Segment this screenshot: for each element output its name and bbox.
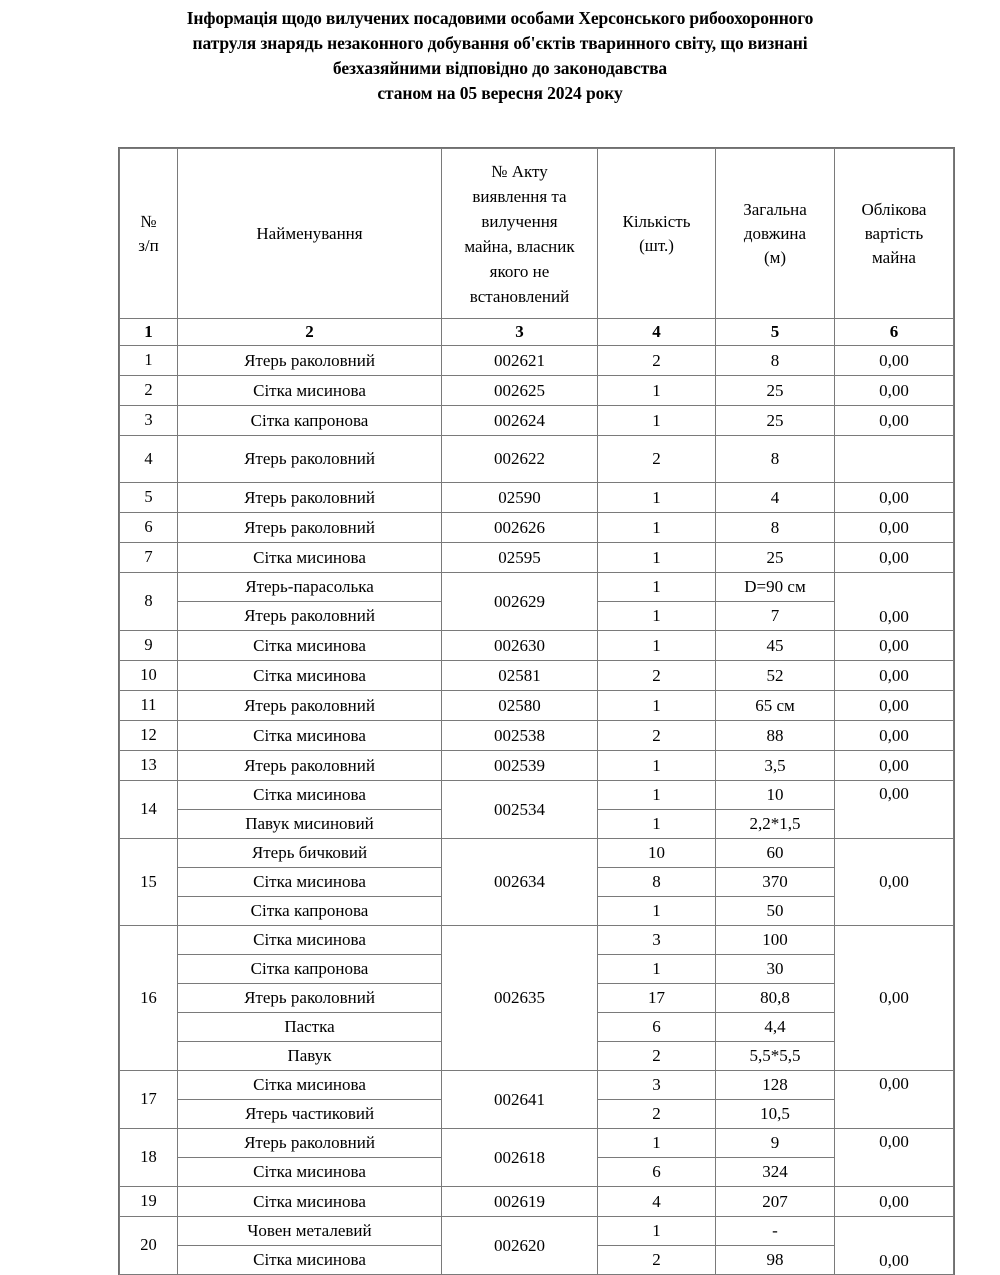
header-index-line1: № (140, 211, 157, 231)
item-length: 30 (716, 955, 835, 984)
item-book-value: 0,00 (835, 721, 954, 751)
item-book-value: 0,00 (835, 751, 954, 781)
row-index: 8 (120, 573, 178, 631)
item-name: Ятерь раколовний (178, 691, 442, 721)
item-name: Сітка мисинова (178, 1246, 442, 1275)
item-length: 324 (716, 1158, 835, 1187)
table-row (120, 543, 954, 573)
table-row (120, 1071, 954, 1100)
item-book-value: 0,00 (835, 406, 954, 436)
item-name: Ятерь-парасолька (178, 573, 442, 602)
item-name: Павук (178, 1042, 442, 1071)
header-value-line3: майна (872, 247, 916, 267)
item-length: 10 (716, 781, 835, 810)
item-length: - (716, 1217, 835, 1246)
item-length: 100 (716, 926, 835, 955)
item-length: 8 (716, 513, 835, 543)
item-name: Павук мисиновий (178, 810, 442, 839)
item-name: Ятерь раколовний (178, 1129, 442, 1158)
act-number: 002622 (442, 436, 598, 483)
table-row (120, 513, 954, 543)
item-book-value: 0,00 (835, 543, 954, 573)
act-number: 002621 (442, 346, 598, 376)
item-name: Сітка капронова (178, 955, 442, 984)
item-quantity: 6 (598, 1158, 716, 1187)
item-quantity: 1 (598, 406, 716, 436)
item-book-value: 0,00 (835, 781, 954, 839)
row-index: 2 (120, 376, 178, 406)
header-len-line2: довжина (743, 223, 807, 243)
item-quantity: 3 (598, 1071, 716, 1100)
item-book-value: 0,00 (835, 839, 954, 926)
item-name: Сітка мисинова (178, 781, 442, 810)
item-book-value: 0,00 (835, 1217, 954, 1275)
item-name: Ятерь частиковий (178, 1100, 442, 1129)
item-length: 65 см (716, 691, 835, 721)
item-length: 4,4 (716, 1013, 835, 1042)
item-book-value: 0,00 (835, 513, 954, 543)
title-line-3: безхазяйними відповідно до законодавства (332, 58, 668, 78)
act-number: 002538 (442, 721, 598, 751)
item-quantity: 1 (598, 376, 716, 406)
header-cell-quantity (598, 149, 716, 319)
seized-property-table (119, 148, 954, 1275)
item-length: 25 (716, 406, 835, 436)
table-row (120, 1187, 954, 1217)
act-number: 02595 (442, 543, 598, 573)
item-quantity: 1 (598, 751, 716, 781)
item-name: Сітка мисинова (178, 631, 442, 661)
table-row (120, 1129, 954, 1158)
act-number: 002618 (442, 1129, 598, 1187)
item-book-value: 0,00 (835, 573, 954, 631)
item-name: Сітка мисинова (178, 721, 442, 751)
title-line-1: Інформація щодо вилучених посадовими особами Херсонського рибоохоронного (186, 8, 814, 28)
item-quantity: 1 (598, 513, 716, 543)
table-row (120, 781, 954, 810)
colnum-6: 6 (835, 319, 954, 346)
table-body (120, 346, 954, 1275)
item-quantity: 1 (598, 781, 716, 810)
item-length: 370 (716, 868, 835, 897)
item-name: Ятерь раколовний (178, 513, 442, 543)
row-index: 1 (120, 346, 178, 376)
item-quantity: 4 (598, 1187, 716, 1217)
row-index: 6 (120, 513, 178, 543)
row-index: 9 (120, 631, 178, 661)
colnum-2: 2 (178, 319, 442, 346)
table-column-number-row (120, 319, 954, 346)
item-name: Ятерь раколовний (178, 346, 442, 376)
table-row (120, 721, 954, 751)
title-line-2: патруля знарядь незаконного добування об'єктів тваринного світу, що визнані (192, 33, 808, 53)
item-quantity: 1 (598, 602, 716, 631)
header-cell-total-length (716, 149, 835, 319)
header-index-line2: з/п (138, 235, 159, 255)
item-length: 7 (716, 602, 835, 631)
act-number: 002634 (442, 839, 598, 926)
row-index: 4 (120, 436, 178, 483)
header-cell-book-value (835, 149, 954, 319)
item-book-value: 0,00 (835, 661, 954, 691)
header-qty-line2: (шт.) (639, 235, 674, 255)
header-len-line1: Загальна (743, 199, 807, 219)
item-book-value: 0,00 (835, 1071, 954, 1129)
item-book-value: 0,00 (835, 1129, 954, 1187)
item-quantity: 2 (598, 1246, 716, 1275)
table-row (120, 436, 954, 483)
item-name: Сітка капронова (178, 897, 442, 926)
act-number: 002635 (442, 926, 598, 1071)
item-length: 50 (716, 897, 835, 926)
item-length: 45 (716, 631, 835, 661)
table-header (120, 149, 954, 346)
item-quantity: 1 (598, 897, 716, 926)
act-number: 002534 (442, 781, 598, 839)
row-index: 18 (120, 1129, 178, 1187)
item-length: 4 (716, 483, 835, 513)
item-name: Сітка мисинова (178, 543, 442, 573)
seized-property-table-wrapper (119, 148, 953, 1275)
act-number: 02580 (442, 691, 598, 721)
item-quantity: 1 (598, 810, 716, 839)
document-title (115, 0, 885, 106)
item-quantity: 2 (598, 721, 716, 751)
item-name: Сітка мисинова (178, 1187, 442, 1217)
act-number: 002625 (442, 376, 598, 406)
item-name: Ятерь раколовний (178, 751, 442, 781)
item-name: Сітка капронова (178, 406, 442, 436)
table-row (120, 483, 954, 513)
act-number: 002630 (442, 631, 598, 661)
item-length: 25 (716, 543, 835, 573)
item-quantity: 2 (598, 346, 716, 376)
header-act-line5: якого не (489, 261, 550, 281)
item-quantity: 1 (598, 1129, 716, 1158)
item-quantity: 2 (598, 661, 716, 691)
item-length: 10,5 (716, 1100, 835, 1129)
item-book-value: 0,00 (835, 1187, 954, 1217)
table-row (120, 751, 954, 781)
item-quantity: 10 (598, 839, 716, 868)
item-quantity: 3 (598, 926, 716, 955)
item-length: 3,5 (716, 751, 835, 781)
item-length: 80,8 (716, 984, 835, 1013)
row-index: 19 (120, 1187, 178, 1217)
table-header-row (120, 149, 954, 319)
item-book-value (835, 436, 954, 483)
table-row (120, 631, 954, 661)
item-book-value: 0,00 (835, 376, 954, 406)
act-number: 002539 (442, 751, 598, 781)
act-number: 002619 (442, 1187, 598, 1217)
row-index: 10 (120, 661, 178, 691)
item-length: 8 (716, 346, 835, 376)
item-book-value: 0,00 (835, 483, 954, 513)
item-quantity: 1 (598, 573, 716, 602)
item-length: 8 (716, 436, 835, 483)
item-book-value: 0,00 (835, 691, 954, 721)
item-length: D=90 см (716, 573, 835, 602)
header-act-line4: майна, власник (464, 236, 575, 256)
act-number: 02590 (442, 483, 598, 513)
item-length: 5,5*5,5 (716, 1042, 835, 1071)
item-quantity: 1 (598, 1217, 716, 1246)
item-quantity: 6 (598, 1013, 716, 1042)
table-row (120, 926, 954, 955)
item-name: Ятерь бичковий (178, 839, 442, 868)
item-length: 88 (716, 721, 835, 751)
header-cell-index (120, 149, 178, 319)
header-act-line6: встановлений (469, 286, 570, 306)
header-act-line2: виявлення та (472, 186, 567, 206)
table-row (120, 1217, 954, 1246)
colnum-5: 5 (716, 319, 835, 346)
table-row (120, 839, 954, 868)
item-length: 128 (716, 1071, 835, 1100)
title-line-4: станом на 05 вересня 2024 року (377, 83, 623, 103)
act-number: 002641 (442, 1071, 598, 1129)
row-index: 12 (120, 721, 178, 751)
item-name: Ятерь раколовний (178, 483, 442, 513)
row-index: 11 (120, 691, 178, 721)
item-length: 60 (716, 839, 835, 868)
item-quantity: 1 (598, 691, 716, 721)
item-quantity: 1 (598, 631, 716, 661)
table-row (120, 573, 954, 602)
item-quantity: 1 (598, 483, 716, 513)
item-name: Пастка (178, 1013, 442, 1042)
item-quantity: 1 (598, 955, 716, 984)
row-index: 20 (120, 1217, 178, 1275)
item-quantity: 2 (598, 1100, 716, 1129)
item-quantity: 2 (598, 1042, 716, 1071)
row-index: 15 (120, 839, 178, 926)
row-index: 14 (120, 781, 178, 839)
item-name: Човен металевий (178, 1217, 442, 1246)
row-index: 7 (120, 543, 178, 573)
header-name-label: Найменування (256, 223, 363, 243)
colnum-4: 4 (598, 319, 716, 346)
row-index: 16 (120, 926, 178, 1071)
item-length: 98 (716, 1246, 835, 1275)
table-row (120, 346, 954, 376)
item-name: Сітка мисинова (178, 926, 442, 955)
act-number: 002624 (442, 406, 598, 436)
item-book-value: 0,00 (835, 926, 954, 1071)
header-value-line2: вартість (864, 223, 924, 243)
row-index: 13 (120, 751, 178, 781)
act-number: 002620 (442, 1217, 598, 1275)
item-length: 25 (716, 376, 835, 406)
row-index: 17 (120, 1071, 178, 1129)
colnum-1: 1 (120, 319, 178, 346)
table-row (120, 376, 954, 406)
item-name: Сітка мисинова (178, 1158, 442, 1187)
item-name: Ятерь раколовний (178, 984, 442, 1013)
row-index: 3 (120, 406, 178, 436)
item-name: Сітка мисинова (178, 868, 442, 897)
act-number: 002626 (442, 513, 598, 543)
item-quantity: 8 (598, 868, 716, 897)
act-number: 02581 (442, 661, 598, 691)
item-length: 52 (716, 661, 835, 691)
item-length: 2,2*1,5 (716, 810, 835, 839)
item-name: Ятерь раколовний (178, 436, 442, 483)
header-cell-act-number (442, 149, 598, 319)
table-row (120, 661, 954, 691)
header-cell-name (178, 149, 442, 319)
header-value-line1: Облікова (861, 199, 927, 219)
item-book-value: 0,00 (835, 631, 954, 661)
item-name: Сітка мисинова (178, 661, 442, 691)
item-quantity: 1 (598, 543, 716, 573)
header-act-line1: № Акту (491, 161, 548, 181)
table-row (120, 406, 954, 436)
colnum-3: 3 (442, 319, 598, 346)
item-length: 9 (716, 1129, 835, 1158)
item-quantity: 2 (598, 436, 716, 483)
row-index: 5 (120, 483, 178, 513)
item-name: Сітка мисинова (178, 376, 442, 406)
header-qty-line1: Кількість (622, 211, 691, 231)
header-act-line3: вилучення (481, 211, 558, 231)
item-length: 207 (716, 1187, 835, 1217)
act-number: 002629 (442, 573, 598, 631)
header-len-line3: (м) (763, 247, 787, 267)
table-row (120, 691, 954, 721)
item-quantity: 17 (598, 984, 716, 1013)
item-name: Ятерь раколовний (178, 602, 442, 631)
item-name: Сітка мисинова (178, 1071, 442, 1100)
item-book-value: 0,00 (835, 346, 954, 376)
